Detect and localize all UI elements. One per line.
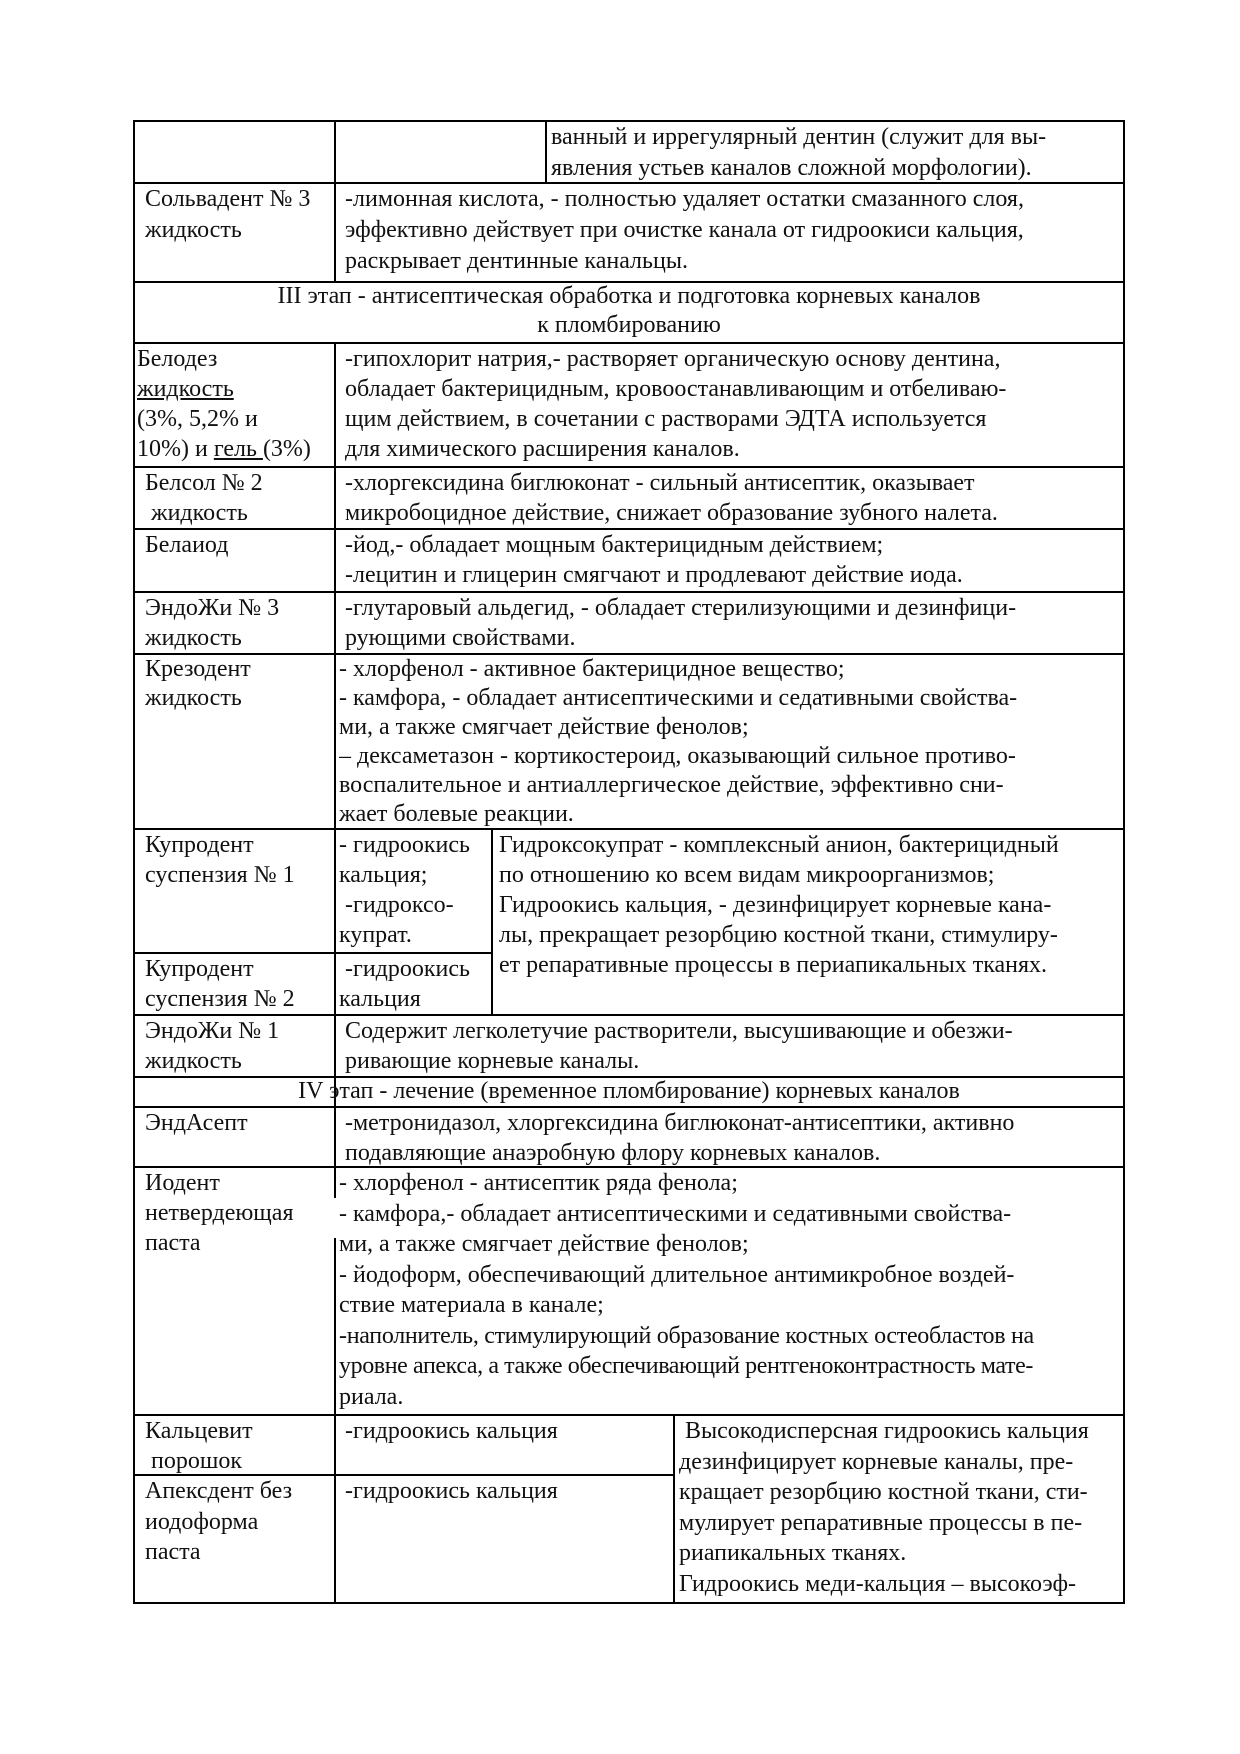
text-line: суспензия № 2 <box>145 986 295 1012</box>
text-line: - камфора,- обладает антисептическими и седативными свойства- <box>339 1200 1012 1227</box>
text-line: дезинфицирует корневые каналы, пре- <box>679 1448 1074 1475</box>
material-composition <box>339 954 491 1014</box>
text-line: -гипохлорит натрия,- растворяет органическую основу дентина, <box>345 346 1001 372</box>
text-line: жидкость <box>137 376 234 402</box>
material-description <box>339 655 1121 827</box>
text-line: ЭндАсепт <box>145 1110 248 1136</box>
text-line: -наполнитель, стимулирующий образование костных остеобластов на <box>339 1322 1034 1349</box>
material-composition <box>345 1416 671 1474</box>
text-line: жидкость <box>145 625 242 651</box>
column-divider <box>545 120 547 182</box>
text-line: порошок <box>145 1448 242 1474</box>
text-line: -гидроокись кальция <box>345 1418 558 1444</box>
text-line: мулирует репаративные процессы в пе- <box>679 1509 1083 1536</box>
text-line: ет репаративные процессы в периапикальных тканях. <box>499 952 1048 978</box>
material-name <box>145 184 333 280</box>
text-line: иодоформа <box>145 1508 259 1535</box>
text-line: -лецитин и глицерин смягчают и продлевают действие иода. <box>345 562 963 588</box>
material-description <box>345 1016 1121 1076</box>
column-divider <box>334 120 336 281</box>
text-line: -лимонная кислота, - полностью удаляет остатки смазанного слоя, <box>345 186 1024 212</box>
text-line: Гидроокись кальция, - дезинфицирует корневые кана- <box>499 892 1052 918</box>
text-line: – дексаметазон - кортикостероид, оказывающий сильное противо- <box>339 743 1016 769</box>
text-line: ми, а также смягчает действие фенолов; <box>339 714 749 740</box>
text-line: -глутаровый альдегид, - обладает стерилизующими и дезинфици- <box>345 595 1017 621</box>
text-line: Содержит легколетучие растворители, высушивающие и обезжи- <box>345 1018 1013 1044</box>
text-line: Белодез <box>137 346 218 372</box>
text-line: паста <box>145 1539 201 1565</box>
row-border <box>133 1602 1125 1604</box>
text-line: жидкость <box>145 500 248 526</box>
text-line: обладает бактерицидным, кровоостанавливающим и отбеливаю- <box>345 376 1007 402</box>
material-description <box>345 530 1121 590</box>
text-line: Высокодисперсная гидроокись кальция <box>679 1418 1089 1444</box>
column-divider <box>491 828 493 1014</box>
text-line: кращает резорбцию костной ткани, сти- <box>679 1479 1088 1505</box>
material-description <box>345 344 1121 466</box>
material-name <box>145 1108 333 1166</box>
text-line: явления устьев каналов сложной морфологии). <box>551 155 1032 181</box>
text-line: -гидроксо- <box>339 892 454 918</box>
text-line <box>137 434 333 464</box>
text-line: - камфора, - обладает антисептическими и седативными свойства- <box>339 685 1018 711</box>
text-line: - хлорфенол - антисептик ряда фенола; <box>339 1170 738 1196</box>
text-line: паста <box>145 1230 201 1256</box>
material-name <box>145 1016 333 1076</box>
text-line: Кальцевит <box>145 1418 253 1444</box>
material-name <box>145 1168 333 1414</box>
text-line: риала. <box>339 1383 404 1410</box>
text-line: -гидроокись <box>339 956 470 982</box>
text-line: подавляющие анаэробную флору корневых каналов. <box>345 1140 881 1166</box>
text-line: -йод,- обладает мощным бактерицидным действием; <box>345 532 884 558</box>
text-line: - гидроокись <box>339 832 470 858</box>
text-line: ванный и иррегулярный дентин (служит для вы- <box>551 124 1047 150</box>
text-line: Сольвадент № 3 <box>145 186 311 212</box>
material-description <box>499 830 1121 1014</box>
text-line: ЭндоЖи № 3 <box>145 595 280 621</box>
text-line: микробоцидное действие, снижает образование зубного налета. <box>345 500 998 526</box>
text-line: Белсол № 2 <box>145 470 263 496</box>
text-line: воспалительное и антиаллергическое действие, эффективно сни- <box>339 772 1004 798</box>
material-name <box>145 468 333 528</box>
text-line: нетвердеющая <box>145 1200 294 1226</box>
text-line: раскрывает дентинные канальцы. <box>345 248 688 274</box>
stage-heading <box>137 282 1121 342</box>
material-description <box>345 468 1121 528</box>
column-divider <box>334 342 336 1198</box>
document-page <box>133 120 1125 1604</box>
material-description <box>339 1168 1121 1414</box>
text-line: Гидроокись меди-кальция – высокоэф- <box>679 1570 1077 1597</box>
text-line: для химического расширения каналов. <box>345 436 740 462</box>
material-name <box>145 954 333 1014</box>
text-line: суспензия № 1 <box>145 862 295 888</box>
material-name <box>145 655 333 827</box>
text-line: уровне апекса, а также обеспечивающий рентгеноконтрастность мате- <box>339 1353 1033 1379</box>
stage-heading <box>137 1077 1121 1106</box>
text-line: III этап - антисептическая обработка и подготовка корневых каналов <box>277 283 981 309</box>
material-description <box>345 1108 1121 1166</box>
material-composition <box>345 1476 671 1536</box>
text-line: жидкость <box>145 217 242 243</box>
material-description <box>679 1416 1121 1602</box>
text-line: -метронидазол, хлоргексидина биглюконат-антисептики, активно <box>345 1110 1015 1136</box>
text-line: -гидроокись кальция <box>345 1478 558 1504</box>
text-line: Иодент <box>145 1170 220 1196</box>
text-line: Гидроксокупрат - комплексный анион, бактерицидный <box>499 832 1059 858</box>
material-name <box>145 1416 333 1474</box>
cell-continuation-text <box>551 122 1121 182</box>
material-composition <box>339 830 491 952</box>
text-fragment: (3%) <box>262 436 311 462</box>
text-line: риапикальных тканях. <box>679 1540 907 1566</box>
text-line: (3%, 5,2% и <box>137 406 258 432</box>
text-line: ривающие корневые каналы. <box>345 1048 640 1074</box>
text-line: Белаиод <box>145 532 229 558</box>
text-line: ми, а также смягчает действие фенолов; <box>339 1231 749 1257</box>
text-fragment: гель <box>213 436 263 462</box>
text-line: - йодоформ, обеспечивающий длительное антимикробное воздей- <box>339 1261 1015 1288</box>
text-line: Купродент <box>145 956 254 982</box>
text-line: - хлорфенол - активное бактерицидное вещество; <box>339 656 845 682</box>
text-line: ЭндоЖи № 1 <box>145 1018 280 1044</box>
text-line: -хлоргексидина биглюконат - сильный антисептик, оказывает <box>345 470 975 496</box>
material-name <box>145 530 333 590</box>
material-description <box>345 184 1121 280</box>
material-description <box>345 593 1121 653</box>
text-line: Купродент <box>145 832 254 858</box>
text-line: IV этап - лечение (временное пломбирование) корневых каналов <box>298 1078 960 1104</box>
material-name <box>145 830 333 952</box>
text-line: кальция; <box>339 862 428 888</box>
text-line: ствие материала в канале; <box>339 1292 604 1318</box>
text-line: жает болевые реакции. <box>339 801 574 827</box>
text-line: Крезодент <box>145 656 251 682</box>
text-line: по отношению ко всем видам микроорганизмов; <box>499 862 995 888</box>
material-name <box>145 1476 333 1602</box>
text-line: рующими свойствами. <box>345 625 576 651</box>
text-line: к пломбированию <box>537 312 721 338</box>
column-divider <box>334 1238 336 1604</box>
text-line: кальция <box>339 986 421 1012</box>
text-line: Апексдент без <box>145 1478 293 1504</box>
material-name <box>145 593 333 653</box>
text-line: жидкость <box>145 1048 242 1074</box>
text-line: лы, прекращает резорбцию костной ткани, стимулиру- <box>499 922 1058 948</box>
text-line: жидкость <box>145 685 242 711</box>
text-fragment: 10%) и <box>137 436 214 462</box>
text-line: эффективно действует при очистке канала от гидроокиси кальция, <box>345 217 1024 243</box>
column-divider <box>673 1414 675 1604</box>
text-line: щим действием, в сочетании с растворами ЭДТА используется <box>345 406 987 432</box>
material-name <box>137 344 333 466</box>
text-line: купрат. <box>339 922 412 948</box>
